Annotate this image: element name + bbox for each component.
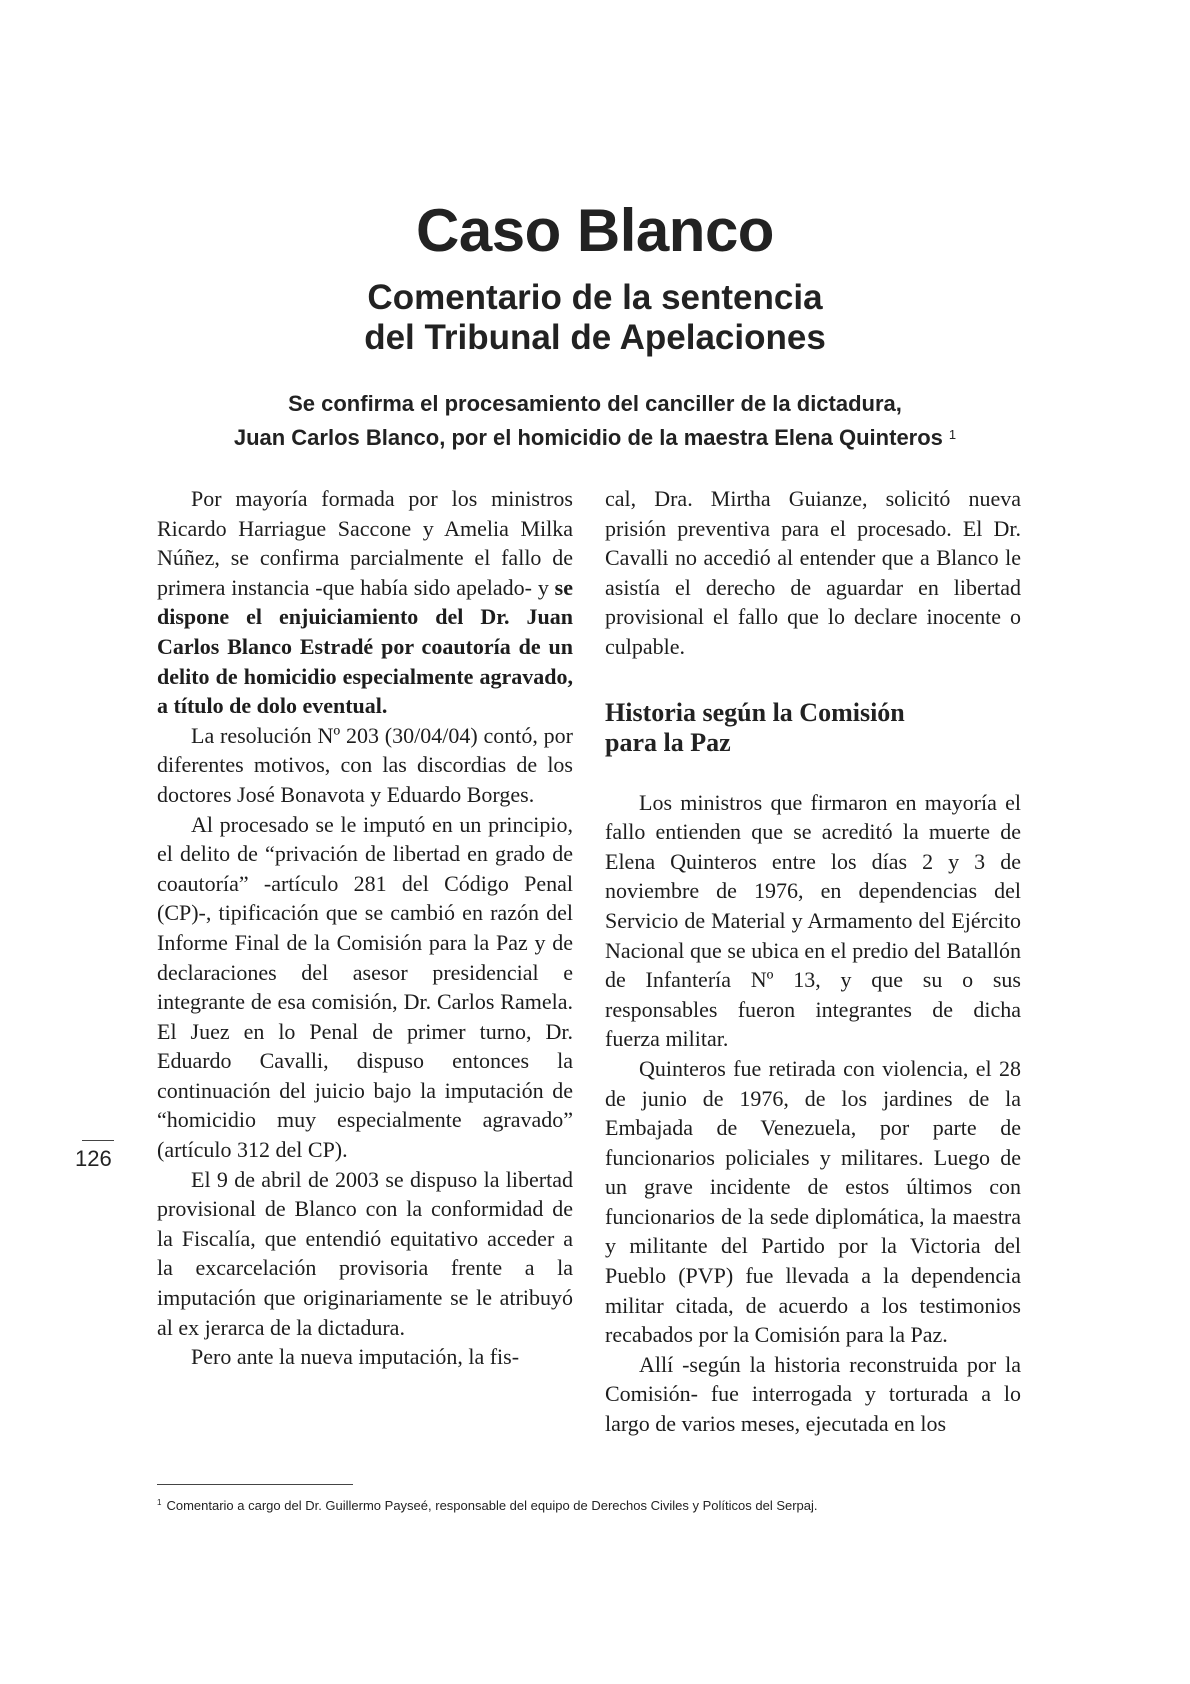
paragraph-bold-text: se dispone el enjuiciamiento del Dr. Juan Carlos Blanco Estradé por coautoría de un delito de homicidio especialmente agravado, a título de dolo eventual. — [157, 574, 573, 719]
footnote-text: Comentario a cargo del Dr. Guillermo Payseé, responsable del equipo de Derechos Civiles y Políticos del Serpaj. — [166, 1498, 818, 1513]
paragraph: cal, Dra. Mirtha Guianze, solicitó nueva prisión preventiva para el procesado. El Dr. Cavalli no accedió al entender que a Blanco le asistía el derecho de aguardar en libertad provisional el fallo que lo declare inocente o culpable. — [605, 486, 1021, 659]
paragraph: Al procesado se le imputó en un principio, el delito de “privación de libertad en grado de coautoría” -artículo 281 del Código Penal (CP)-, tipificación que se cambió en razón del Informe Final de la Comisión para la Paz y de declaraciones del asesor presidencial e integrante de esa comisión, Dr. Carlos Ramela. El Juez en lo Penal de primer turno, Dr. Eduardo Cavalli, dispuso entonces la continuación del juicio bajo la imputación de “homicidio muy especialmente agravado” (artículo 312 del CP). — [157, 811, 573, 1163]
footnote-divider — [157, 1484, 353, 1485]
section-heading-line-2: para la Paz — [605, 727, 731, 757]
left-column — [157, 484, 573, 1372]
lede-line-2-text: Juan Carlos Blanco, por el homicidio de la maestra Elena Quinteros — [233, 425, 943, 450]
section-heading — [605, 698, 1021, 758]
article-title: Caso Blanco — [416, 197, 774, 264]
footnote — [157, 1494, 1057, 1515]
subtitle-line-2: del Tribunal de Apelaciones — [364, 318, 826, 357]
footnote-marker: 1 — [157, 1498, 162, 1507]
paragraph: El 9 de abril de 2003 se dispuso la libertad provisional de Blanco con la conformidad de la Fiscalía, que entendió equitativo acceder a la excarcelación provisoria frente a la imputación que originariamente se le atribuyó al ex jerarca de la dictadura. — [157, 1166, 573, 1340]
lede-line-2 — [0, 419, 1190, 453]
paragraph — [157, 484, 573, 721]
page-number-rule — [82, 1140, 114, 1141]
paragraph: La resolución Nº 203 (30/04/04) contó, por diferentes motivos, con las discordias de los doctores José Bonavota y Eduardo Borges. — [157, 722, 573, 807]
paragraph-text: Por mayoría formada por los ministros Ricardo Harriague Saccone y Amelia Milka Núñez, se confirma parcialmente el fallo de primera instancia -que había sido apelado- y — [157, 486, 573, 600]
article-lede — [0, 388, 1190, 453]
paragraph: Pero ante la nueva imputación, la fis- — [191, 1344, 520, 1370]
paragraph: Quinteros fue retirada con violencia, el 28 de junio de 1976, de los jardines de la Embajada de Venezuela, por parte de funcionarios policiales y militares. Luego de un grave incidente de estos últimos con funcionarios de la sede diplomática, la maestra y militante del Partido por la Victoria del Pueblo (PVP) fue llevada a la dependencia militar citada, de acuerdo a los testimonios recabados por la Comisión para la Paz. — [605, 1055, 1021, 1348]
right-column — [605, 484, 1021, 1439]
subtitle-line-1: Comentario de la sentencia — [367, 278, 823, 317]
lede-line-1: Se confirma el procesamiento del canciller de la dictadura, — [288, 391, 902, 416]
footnote-reference: 1 — [948, 427, 957, 442]
paragraph: Allí -según la historia reconstruida por la Comisión- fue interrogada y torturada a lo largo de varios meses, ejecutada en los — [605, 1351, 1021, 1437]
section-heading-line-1: Historia según la Comisión — [605, 697, 905, 727]
article-subtitle — [0, 278, 1190, 358]
page-number: 126 — [75, 1146, 112, 1171]
paragraph: Los ministros que firmaron en mayoría el fallo entienden que se acreditó la muerte de Elena Quinteros entre los días 2 y 3 de noviembre de 1976, en dependencias del Servicio de Material y Armamento del Ejército Nacional que se ubica en el predio del Batallón de Infantería Nº 13, y que su o sus responsables fueron integrantes de dicha fuerza militar. — [605, 789, 1021, 1052]
